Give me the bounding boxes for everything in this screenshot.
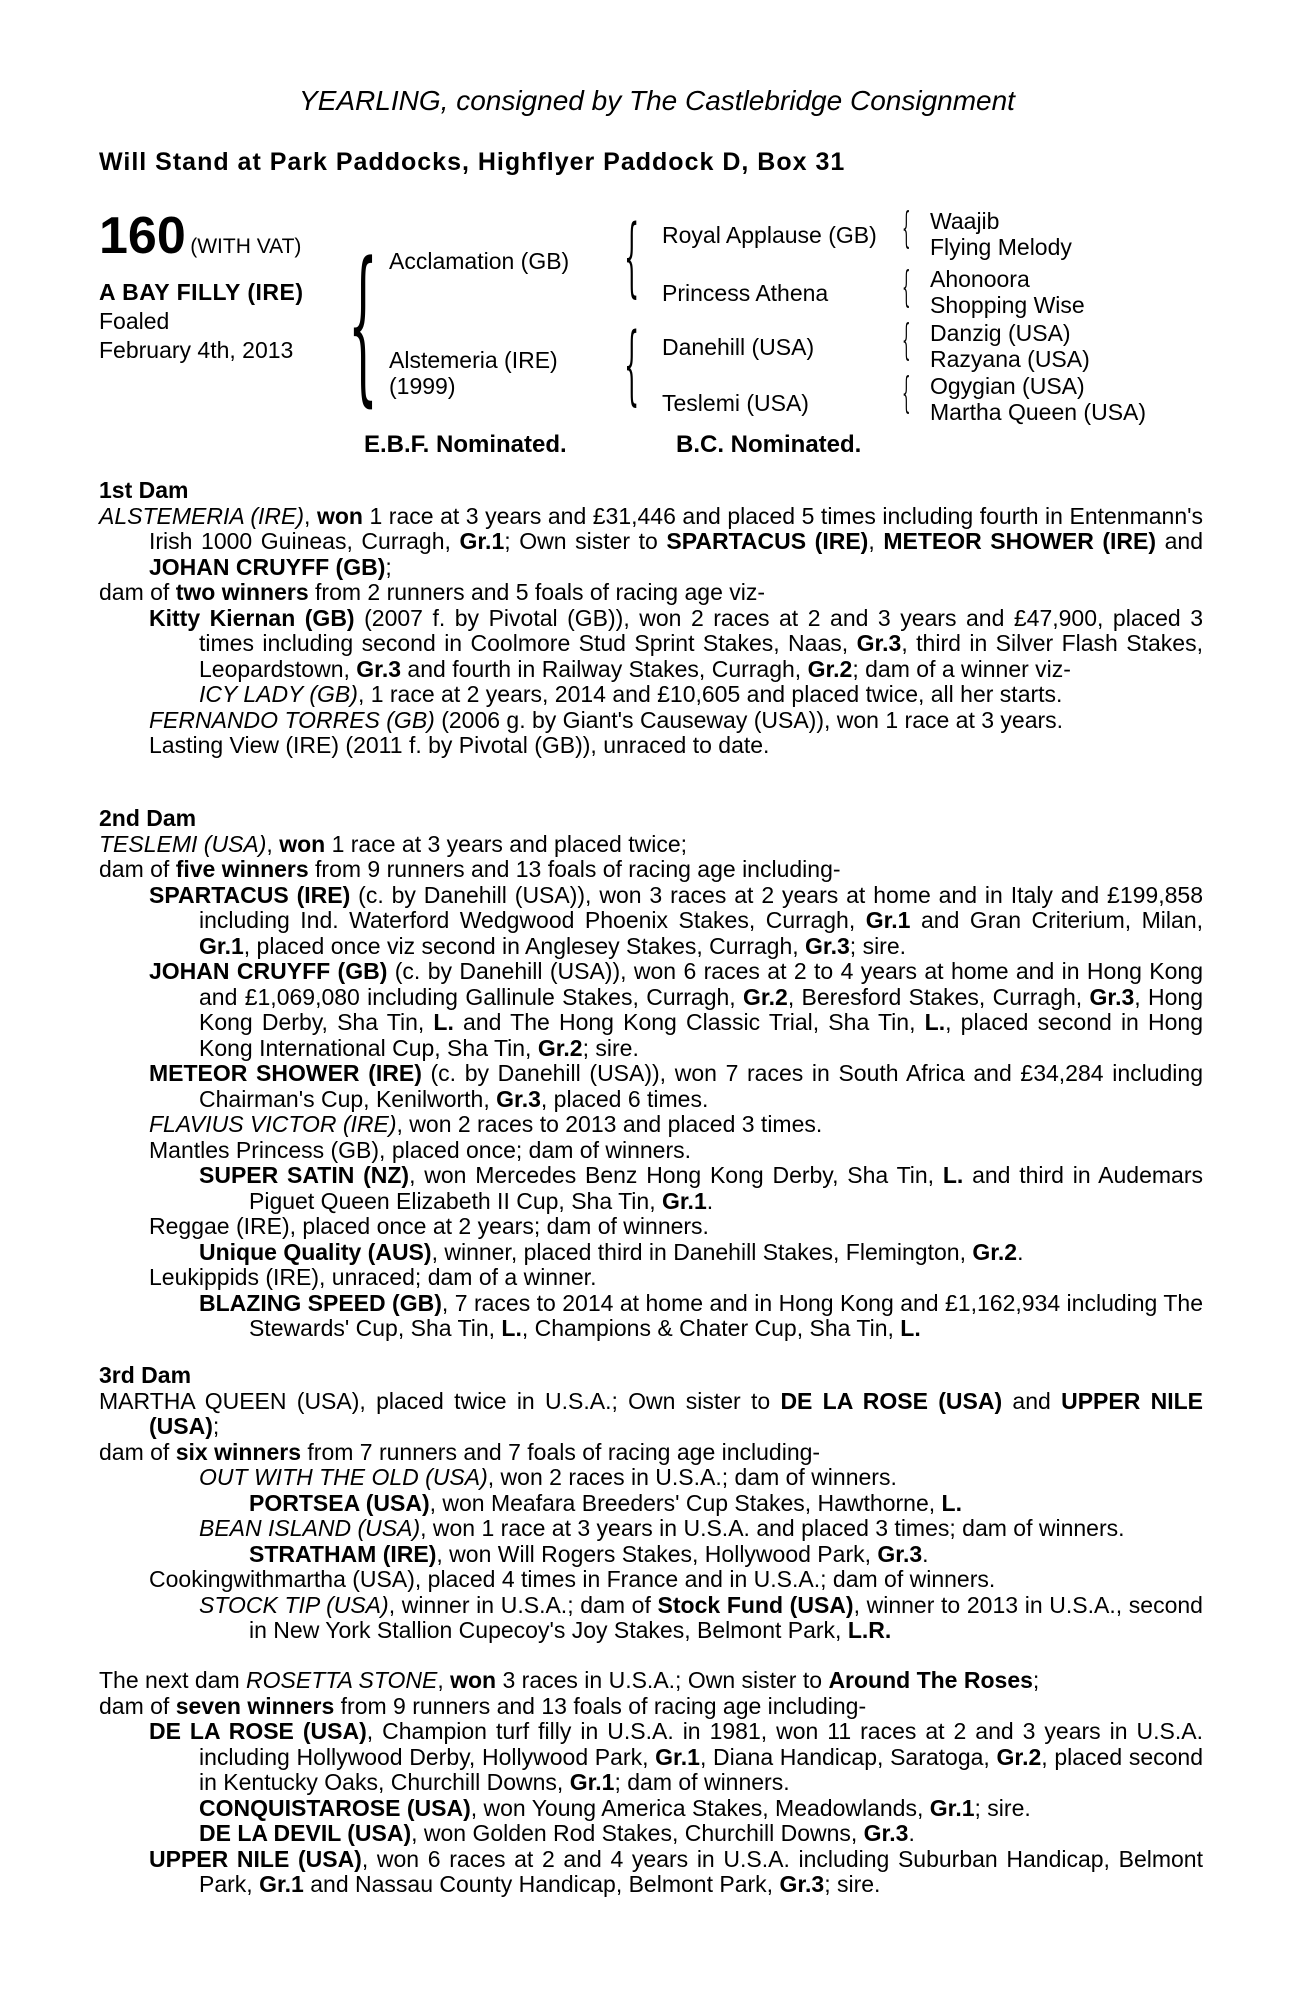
next-dam-produce: [99, 1694, 1203, 1720]
text-run: ;: [385, 553, 392, 580]
italic-run: OUT WITH THE OLD (USA): [199, 1464, 488, 1490]
third-dam-title: 3rd Dam: [99, 1362, 192, 1388]
bold-run: Gr.1: [929, 1794, 975, 1821]
bold-run: DE LA ROSE (USA): [149, 1718, 367, 1744]
text-run: , placed second in Kentucky Oaks, Churchill Downs,: [199, 1743, 1203, 1795]
text-run: ; sire.: [974, 1794, 1031, 1821]
pedigree-ssd: Flying Melody: [930, 234, 1072, 260]
text-run: 1 race at 3 years and placed twice;: [325, 830, 688, 857]
text-run: and Nassau County Handicap, Belmont Park,: [303, 1871, 780, 1897]
text-run: , won Golden Rod Stakes, Churchill Downs,: [411, 1820, 864, 1846]
text-run: (2006 g. by Giant's Causeway (USA)), won 1 race at 3 years.: [434, 706, 1064, 733]
text-run: ,: [437, 1667, 451, 1693]
second-dam-foal-5: [99, 1138, 1203, 1164]
next-dam-summary: [99, 1668, 1203, 1694]
bold-run: Gr.2: [743, 983, 788, 1010]
bold-run: seven winners: [175, 1692, 335, 1719]
text-run: , won Will Rogers Stakes, Hollywood Park,: [436, 1540, 878, 1567]
italic-run: ROSETTA STONE: [246, 1667, 438, 1693]
brace-sire: {: [624, 207, 640, 307]
bold-run: SPARTACUS (IRE): [666, 528, 869, 554]
first-dam-foal-2: [99, 708, 1203, 734]
pedigree-dam: Alstemeria (IRE): [389, 347, 558, 373]
text-run: ; dam of a winner viz-: [852, 655, 1071, 682]
text-run: Cookingwithmartha (USA), placed 4 times in France and in U.S.A.; dam of winners.: [149, 1566, 996, 1592]
third-dam-produce: [99, 1440, 1203, 1466]
text-run: from 2 runners and 5 foals of racing age viz-: [308, 579, 766, 605]
text-run: , won 1 race at 3 years in U.S.A. and placed 3 times; dam of winners.: [420, 1515, 1125, 1541]
text-run: , Champion turf filly in U.S.A. in 1981, won 11 races at 2 and 3 years in U.S.A. including Hollywood Derby, Hollywood Park,: [199, 1718, 1203, 1770]
bold-run: L.: [501, 1315, 522, 1341]
third-dam-foal-1: [99, 1465, 1203, 1491]
bold-run: PORTSEA (USA): [249, 1489, 430, 1516]
bold-run: STRATHAM (IRE): [249, 1540, 437, 1567]
pedigree-sss: Waajib: [930, 208, 1000, 234]
text-run: , winner, placed third in Danehill Stakes, Flemington,: [431, 1238, 973, 1265]
text-run: and: [1156, 528, 1204, 554]
bold-run: SPARTACUS (IRE): [149, 881, 351, 908]
text-run: (c. by Danehill (USA)), won 3 races at 2 years at home and in Italy and £199,858 including Ind. Waterford Wedgwood Phoenix Stakes, Curragh,: [199, 881, 1203, 933]
text-run: .: [706, 1187, 714, 1214]
text-run: (c. by Danehill (USA)), won 7 races in South Africa and £34,284 including Chairman's Cup, Kenilworth,: [199, 1060, 1203, 1112]
italic-run: FLAVIUS VICTOR (IRE): [149, 1111, 397, 1137]
third-dam-foal-3: [99, 1567, 1203, 1593]
text-run: Reggae (IRE), placed once at 2 years; dam of winners.: [149, 1213, 709, 1239]
bold-run: Gr.1: [259, 1871, 304, 1897]
bold-run: Gr.1: [865, 907, 911, 933]
bold-run: Gr.1: [655, 1743, 700, 1770]
text-run: ,: [266, 830, 280, 857]
brace-ds: {: [902, 315, 911, 364]
italic-run: TESLEMI (USA): [99, 830, 267, 857]
bold-run: Gr.3: [877, 1540, 923, 1567]
bold-run: Gr.3: [356, 655, 402, 682]
second-dam-foal-6: [99, 1214, 1203, 1240]
first-dam-summary: [99, 504, 1203, 581]
text-run: , Beresford Stakes, Curragh,: [787, 983, 1090, 1010]
bold-run: L.: [941, 1489, 962, 1516]
pedigree-dss: Danzig (USA): [930, 320, 1071, 346]
text-run: from 9 runners and 13 foals of racing age including-: [334, 1692, 867, 1719]
text-run: and The Hong Kong Classic Trial, Sha Tin,: [453, 1009, 925, 1035]
foaled-label: Foaled: [99, 308, 170, 334]
bold-run: Gr.1: [569, 1769, 615, 1795]
italic-run: FERNANDO TORRES (GB): [149, 706, 435, 733]
brace-dd: {: [902, 368, 911, 417]
second-dam-grandfoal-2: [99, 1240, 1203, 1266]
text-run: and: [1002, 1387, 1062, 1414]
bold-run: won: [450, 1667, 497, 1693]
bold-run: Gr.3: [856, 630, 902, 656]
text-run: from 7 runners and 7 foals of racing age including-: [301, 1438, 821, 1465]
bold-run: DE LA ROSE (USA): [780, 1387, 1003, 1414]
third-dam-grandfoal-1: [99, 1491, 1203, 1517]
bold-run: SUPER SATIN (NZ): [199, 1162, 410, 1188]
bold-run: Stock Fund (USA): [657, 1591, 854, 1618]
text-run: , third in Silver Flash Stakes, Leopardstown,: [199, 630, 1203, 682]
text-run: The next dam: [99, 1667, 247, 1693]
brace-ss: {: [902, 203, 911, 252]
bold-run: UPPER NILE (USA): [149, 1387, 1203, 1439]
horse-name: A BAY FILLY (IRE): [99, 279, 304, 305]
text-run: MARTHA QUEEN (USA), placed twice in U.S.A.; Own sister to: [99, 1387, 781, 1414]
text-run: , won Young America Stakes, Meadowlands,: [470, 1794, 930, 1821]
bold-run: Around The Roses: [828, 1667, 1033, 1693]
text-run: , Hong Kong Derby, Sha Tin,: [199, 983, 1203, 1035]
text-run: , won Meafara Breeders' Cup Stakes, Hawthorne,: [429, 1489, 942, 1516]
pedigree-sds: Ahonoora: [930, 266, 1030, 292]
text-run: and Gran Criterium, Milan,: [910, 907, 1204, 933]
text-run: dam of: [99, 579, 176, 605]
text-run: , won 2 races in U.S.A.; dam of winners.: [487, 1464, 897, 1490]
bold-run: L.: [433, 1009, 454, 1035]
pedigree-dam-year: (1999): [389, 373, 456, 399]
text-run: 3 races in U.S.A.; Own sister to: [496, 1667, 829, 1693]
bold-run: METEOR SHOWER (IRE): [149, 1060, 422, 1086]
third-dam-foal-4: [99, 1593, 1203, 1644]
bold-run: Gr.3: [779, 1871, 825, 1897]
second-dam-foal-3: [99, 1061, 1203, 1112]
text-run: (c. by Danehill (USA)), won 6 races at 2 to 4 years at home and in Hong Kong and £1,069,080 including Gallinule Stakes, Curragh,: [199, 958, 1203, 1010]
first-dam-foal-1: [99, 606, 1203, 683]
text-run: ; sire.: [824, 1871, 881, 1897]
bold-run: two winners: [175, 579, 309, 605]
third-dam-summary: [99, 1389, 1203, 1440]
lot-block: [99, 206, 301, 266]
bold-run: Gr.3: [863, 1820, 909, 1846]
pedigree-sire: Acclamation (GB): [389, 248, 570, 274]
next-dam-section: [99, 1668, 1203, 1898]
text-run: , Diana Handicap, Saratoga,: [699, 1743, 997, 1770]
text-run: ; sire.: [582, 1034, 639, 1061]
bold-run: won: [279, 830, 326, 857]
text-run: dam of: [99, 856, 176, 882]
bold-run: JOHAN CRUYFF (GB): [149, 553, 386, 580]
second-dam-foal-7: [99, 1265, 1203, 1291]
bold-run: Gr.3: [805, 932, 850, 959]
second-dam-foal-4: [99, 1112, 1203, 1138]
bold-run: six winners: [175, 1438, 301, 1465]
bold-run: DE LA DEVIL (USA): [199, 1820, 412, 1846]
text-run: ; sire.: [849, 932, 907, 959]
italic-run: BEAN ISLAND (USA): [199, 1515, 421, 1541]
next-dam-foal-1: [99, 1719, 1203, 1796]
consignment-heading: YEARLING, consigned by The Castlebridge Consignment: [299, 85, 1015, 116]
bold-run: won: [316, 502, 363, 529]
bold-run: CONQUISTAROSE (USA): [199, 1794, 471, 1821]
pedigree-dam-sire: Danehill (USA): [662, 334, 815, 360]
text-run: , Champions & Chater Cup, Sha Tin,: [521, 1315, 901, 1341]
text-run: and fourth in Railway Stakes, Curragh,: [401, 655, 808, 682]
bold-run: Gr.3: [496, 1085, 541, 1112]
vat-note: (WITH VAT): [190, 235, 302, 258]
text-run: .: [908, 1820, 915, 1846]
second-dam-section: [99, 806, 1203, 1342]
text-run: ; Own sister to: [504, 528, 667, 554]
bold-run: Kitty Kiernan (GB): [149, 604, 355, 631]
text-run: (2007 f. by Pivotal (GB)), won 2 races at 2 and 3 years and £47,900, placed 3 times including second in Coolmore Stud Sprint Stakes, Naas,: [199, 604, 1204, 656]
text-run: and third in Audemars Piguet Queen Elizabeth II Cup, Sha Tin,: [249, 1162, 1203, 1214]
text-run: , 1 race at 2 years, 2014 and £10,605 and placed twice, all her starts.: [357, 681, 1063, 707]
pedigree-dds: Ogygian (USA): [930, 373, 1085, 399]
text-run: ,: [868, 528, 884, 554]
second-dam-foal-1: [99, 883, 1203, 960]
bold-run: L.R.: [847, 1617, 892, 1643]
text-run: .: [1017, 1238, 1024, 1265]
next-dam-foal-2: [99, 1796, 1203, 1822]
text-run: , winner in U.S.A.; dam of: [388, 1591, 658, 1618]
bold-run: Gr.1: [661, 1187, 707, 1214]
text-run: 1 race at 3 years and £31,446 and placed 5 times including fourth in Entenmann's Irish 1000 Guineas, Curragh,: [149, 502, 1204, 554]
second-dam-produce: [99, 857, 1203, 883]
third-dam-grandfoal-2: [99, 1542, 1203, 1568]
bold-run: Gr.2: [972, 1238, 1018, 1265]
second-dam-foal-2: [99, 959, 1203, 1061]
text-run: ; dam of winners.: [614, 1769, 790, 1795]
bold-run: UPPER NILE (USA): [149, 1845, 362, 1872]
second-dam-summary: [99, 832, 1203, 858]
ebf-nominated: E.B.F. Nominated.: [364, 431, 567, 458]
lot-number: 160: [99, 207, 186, 265]
next-dam-foal-3: [99, 1821, 1203, 1847]
bold-run: BLAZING SPEED (GB): [199, 1289, 442, 1316]
bold-run: JOHAN CRUYFF (GB): [149, 958, 388, 984]
italic-run: STOCK TIP (USA): [199, 1591, 389, 1618]
pedigree-dam-dam: Teslemi (USA): [662, 390, 809, 416]
brace-sire-dam: {: [348, 226, 378, 422]
first-dam-foal-3: [99, 733, 1203, 759]
brace-sd: {: [902, 262, 911, 311]
bc-nominated: B.C. Nominated.: [676, 431, 862, 458]
italic-run: ICY LADY (GB): [199, 681, 358, 707]
italic-run: ALSTEMERIA (IRE): [99, 502, 305, 529]
first-dam-produce: [99, 580, 1203, 606]
text-run: , won Mercedes Benz Hong Kong Derby, Sha Tin,: [409, 1162, 943, 1188]
text-run: , 7 races to 2014 at home and in Hong Kong and £1,162,934 including The Stewards' Cup, Sha Tin,: [249, 1289, 1204, 1341]
text-run: .: [922, 1540, 929, 1567]
text-run: , placed once viz second in Anglesey Stakes, Curragh,: [243, 932, 806, 959]
third-dam-foal-2: [99, 1516, 1203, 1542]
bold-run: Gr.2: [996, 1743, 1042, 1770]
brace-dam: {: [624, 315, 640, 415]
bold-run: Gr.3: [1089, 983, 1135, 1010]
text-run: , won 2 races to 2013 and placed 3 times.: [396, 1111, 823, 1137]
second-dam-grandfoal-3: [99, 1291, 1203, 1342]
text-run: from 9 runners and 13 foals of racing age including-: [308, 856, 841, 882]
bold-run: Gr.2: [537, 1034, 583, 1061]
third-dam-section: [99, 1363, 1203, 1644]
text-run: dam of: [99, 1438, 176, 1465]
first-dam-title: 1st Dam: [99, 477, 189, 503]
second-dam-title: 2nd Dam: [99, 805, 197, 831]
pedigree-sire-dam: Princess Athena: [662, 280, 829, 306]
horse-details: [99, 278, 303, 365]
bold-run: five winners: [175, 856, 309, 882]
pedigree-sire-sire: Royal Applause (GB): [662, 222, 877, 248]
bold-run: Gr.1: [199, 932, 244, 959]
text-run: , winner to 2013 in U.S.A., second in New York Stallion Cupecoy's Joy Stakes, Belmont Park,: [249, 1591, 1203, 1643]
text-run: dam of: [99, 1692, 176, 1719]
pedigree-ddd: Martha Queen (USA): [930, 399, 1147, 425]
text-run: Mantles Princess (GB), placed once; dam of winners.: [149, 1136, 692, 1163]
stand-location: Will Stand at Park Paddocks, Highflyer Paddock D, Box 31: [99, 148, 846, 176]
text-run: ;: [1032, 1667, 1040, 1693]
bold-run: Unique Quality (AUS): [199, 1238, 432, 1265]
text-run: ,: [304, 502, 317, 529]
bold-run: METEOR SHOWER (IRE): [883, 528, 1157, 554]
pedigree-dsd: Razyana (USA): [930, 346, 1090, 372]
text-run: , placed 6 times.: [540, 1085, 709, 1112]
first-dam-grandfoal-1: [99, 682, 1203, 708]
bold-run: L.: [942, 1162, 964, 1188]
bold-run: Gr.2: [807, 655, 853, 682]
next-dam-foal-4: [99, 1847, 1203, 1898]
first-dam-section: [99, 478, 1203, 759]
text-run: , won 6 races at 2 and 4 years in U.S.A. including Suburban Handicap, Belmont Park,: [199, 1845, 1203, 1897]
text-run: , placed second in Hong Kong International Cup, Sha Tin,: [199, 1009, 1204, 1061]
text-run: ;: [212, 1413, 220, 1439]
bold-run: L.: [900, 1315, 921, 1341]
bold-run: L.: [924, 1009, 946, 1035]
text-run: Leukippids (IRE), unraced; dam of a winner.: [149, 1264, 597, 1290]
foaled-date: February 4th, 2013: [99, 337, 294, 363]
bold-run: Gr.1: [459, 528, 505, 554]
pedigree-sdd: Shopping Wise: [930, 292, 1085, 318]
second-dam-grandfoal-1: [99, 1163, 1203, 1214]
text-run: Lasting View (IRE) (2011 f. by Pivotal (GB)), unraced to date.: [149, 732, 770, 758]
